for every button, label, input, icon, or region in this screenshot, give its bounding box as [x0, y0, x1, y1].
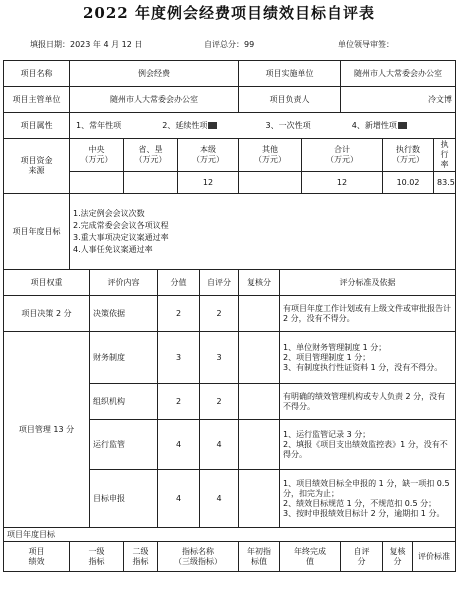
review-score-cell	[239, 332, 280, 384]
checkbox-checked-icon	[208, 122, 217, 129]
funding-col-local: 本级 （万元）	[178, 139, 239, 172]
bottom-col-indicator: 指标名称 （三级指标）	[158, 542, 239, 572]
score-cell: 4	[158, 420, 200, 470]
supervisor-value: 随州市人大常委会办公室	[70, 87, 239, 113]
leader-sign: 单位领导审签：	[338, 40, 394, 49]
criteria-cell: 1、单位财务管理制度 1 分； 2、项目管理制度 1 分； 3、有制度执行性证资料 1 分，没有不得分。	[280, 332, 456, 384]
funding-other-value	[239, 172, 302, 194]
funding-col-central: 中央 （万元）	[70, 139, 124, 172]
annual-goal-item: 1.法定例会会议次数	[73, 208, 145, 218]
bottom-col-project: 项目 绩效	[4, 542, 70, 572]
self-score-cell: 2	[200, 384, 239, 420]
supervisor-label: 项目主管单位	[4, 87, 70, 113]
bottom-col-level1: 一级 指标	[70, 542, 124, 572]
self-score-cell: 4	[200, 420, 239, 470]
weight-decision: 项目决策 2 分	[4, 296, 90, 332]
review-score-cell	[239, 420, 280, 470]
attr-option-3: 3、一次性项	[265, 120, 311, 130]
bottom-annual-goal-label: 项目年度目标	[4, 528, 456, 542]
funding-label: 项目资金 来源	[4, 139, 70, 194]
page-title: 2022 年度例会经费项目绩效目标自评表	[83, 4, 375, 22]
score-cell: 2	[158, 296, 200, 332]
review-score-cell	[239, 384, 280, 420]
owner-label: 项目负责人	[239, 87, 341, 113]
review-score-cell	[239, 470, 280, 528]
bottom-col-self: 自评 分	[341, 542, 383, 572]
funding-col-province: 省、垦 （万元）	[124, 139, 178, 172]
col-content: 评价内容	[90, 270, 158, 296]
criteria-cell: 1、项目绩效目标全申报的 1 分，缺一项扣 0.5 分，扣完为止； 2、绩效目标规范 1 分，不规范扣 0.5 分； 3、按时申报绩效目标计 2 分，逾期扣 1 分。	[280, 470, 456, 528]
impl-unit-label: 项目实施单位	[239, 61, 341, 87]
criteria-cell: 1、运行监管记录 3 分； 2、填报《项目支出绩效监控表》1 分，没有不得分。	[280, 420, 456, 470]
bottom-col-criteria: 评价标准	[413, 542, 456, 572]
attr-option-2: 2、延续性项	[159, 120, 262, 132]
evaluation-form	[3, 60, 456, 572]
content-cell: 运行监管	[90, 420, 158, 470]
weight-management: 项目管理 13 分	[4, 332, 90, 528]
annual-goals-label: 项目年度目标	[4, 194, 70, 270]
funding-total-value: 12	[302, 172, 383, 194]
funding-rate-value: 83.5	[434, 172, 456, 194]
funding-col-other: 其他 （万元）	[239, 139, 302, 172]
col-score: 分值	[158, 270, 200, 296]
annual-goal-item: 3.重大事项决定议案通过率	[73, 232, 169, 242]
annual-goal-item: 2.完成常委会会议各项议程	[73, 220, 169, 230]
annual-goal-item: 4.人事任免议案通过率	[73, 244, 153, 254]
content-cell: 决策依据	[90, 296, 158, 332]
owner-value: 冷文博	[341, 87, 456, 113]
funding-executed-value: 10.02	[383, 172, 434, 194]
col-criteria: 评分标准及依据	[280, 270, 456, 296]
project-name-value: 例会经费	[70, 61, 239, 87]
funding-local-value: 12	[178, 172, 239, 194]
score-cell: 3	[158, 332, 200, 384]
col-weight: 项目权重	[4, 270, 90, 296]
funding-col-total: 合计 （万元）	[302, 139, 383, 172]
content-cell: 财务制度	[90, 332, 158, 384]
attr-option-4: 4、新增性项	[349, 120, 452, 132]
score-cell: 2	[158, 384, 200, 420]
project-attr-label: 项目属性	[4, 113, 70, 139]
self-score-total: 自评总分：99	[204, 40, 255, 49]
col-review-score: 复核分	[239, 270, 280, 296]
score-cell: 4	[158, 470, 200, 528]
criteria-cell: 有项目年度工作计划或有上级文件或审批报告计 2 分，没有不得分。	[280, 296, 456, 332]
content-cell: 组织机构	[90, 384, 158, 420]
criteria-cell: 有明确的绩效管理机构或专人负责 2 分，没有不得分。	[280, 384, 456, 420]
project-attr-options	[70, 113, 456, 139]
self-score-cell: 4	[200, 470, 239, 528]
review-score-cell	[239, 296, 280, 332]
bottom-col-review: 复核 分	[383, 542, 413, 572]
bottom-col-initial: 年初指 标值	[239, 542, 280, 572]
col-self-score: 自评分	[200, 270, 239, 296]
project-name-label: 项目名称	[4, 61, 70, 87]
impl-unit-value: 随州市人大常委会办公室	[341, 61, 456, 87]
annual-goals-list	[70, 194, 456, 270]
content-cell: 目标申报	[90, 470, 158, 528]
self-score-cell: 3	[200, 332, 239, 384]
funding-col-executed: 执行数 （万元）	[383, 139, 434, 172]
fill-date: 填报日期：2023 年 4 月 12 日	[30, 40, 143, 49]
funding-central-value	[70, 172, 124, 194]
bottom-col-level2: 二级 指标	[124, 542, 158, 572]
funding-province-value	[124, 172, 178, 194]
bottom-col-final: 年终完成 值	[280, 542, 341, 572]
self-score-cell: 2	[200, 296, 239, 332]
checkbox-checked-icon	[398, 122, 407, 129]
funding-col-rate: 执行 率	[434, 139, 456, 172]
attr-option-1: 1、常年性项	[76, 120, 122, 130]
